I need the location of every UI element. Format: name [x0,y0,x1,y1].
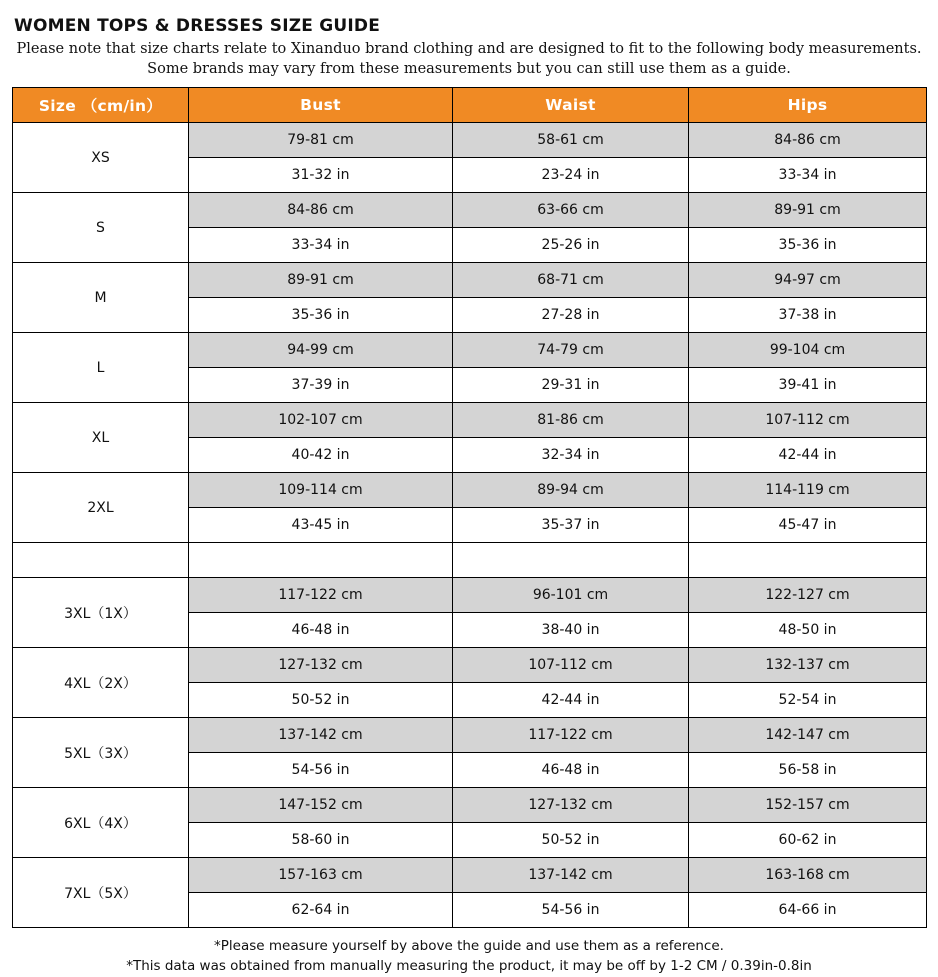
hips-in: 42-44 in [689,438,927,473]
table-row [13,648,927,683]
bust-cm: 127-132 cm [189,648,453,683]
bust-in: 46-48 in [189,613,453,648]
bust-cm: 109-114 cm [189,473,453,508]
size-label: 2XL [13,473,189,543]
table-row [13,718,927,753]
separator-cell [189,543,453,578]
hips-in: 45-47 in [689,508,927,543]
bust-cm: 137-142 cm [189,718,453,753]
waist-cm: 127-132 cm [453,788,689,823]
waist-in: 42-44 in [453,683,689,718]
waist-in: 32-34 in [453,438,689,473]
size-label: S [13,193,189,263]
waist-in: 46-48 in [453,753,689,788]
hips-cm: 114-119 cm [689,473,927,508]
separator-cell [453,543,689,578]
size-label: 6XL（4X） [13,788,189,858]
page-title: WOMEN TOPS & DRESSES SIZE GUIDE [14,16,381,36]
footnote-tolerance: *This data was obtained from manually measuring the product, it may be off by 1-2 CM / 0.39in-0.8in [126,958,812,975]
table-row [13,123,927,158]
size-label: L [13,333,189,403]
waist-in: 23-24 in [453,158,689,193]
table-row [13,403,927,438]
hips-in: 56-58 in [689,753,927,788]
table-row [13,473,927,508]
bust-cm: 94-99 cm [189,333,453,368]
size-label: XL [13,403,189,473]
waist-in: 25-26 in [453,228,689,263]
column-header-bust: Bust [189,88,453,123]
bust-cm: 89-91 cm [189,263,453,298]
table-row [13,788,927,823]
hips-in: 39-41 in [689,368,927,403]
hips-cm: 142-147 cm [689,718,927,753]
waist-cm: 68-71 cm [453,263,689,298]
waist-cm: 81-86 cm [453,403,689,438]
column-header-hips: Hips [689,88,927,123]
size-label: 5XL（3X） [13,718,189,788]
size-label: XS [13,123,189,193]
hips-in: 33-34 in [689,158,927,193]
bust-in: 35-36 in [189,298,453,333]
bust-cm: 147-152 cm [189,788,453,823]
bust-in: 43-45 in [189,508,453,543]
hips-cm: 122-127 cm [689,578,927,613]
waist-in: 29-31 in [453,368,689,403]
hips-cm: 163-168 cm [689,858,927,893]
bust-cm: 79-81 cm [189,123,453,158]
waist-in: 38-40 in [453,613,689,648]
hips-cm: 84-86 cm [689,123,927,158]
footnote-measure: *Please measure yourself by above the guide and use them as a reference. [214,938,724,955]
bust-cm: 117-122 cm [189,578,453,613]
hips-in: 48-50 in [689,613,927,648]
waist-cm: 63-66 cm [453,193,689,228]
waist-in: 27-28 in [453,298,689,333]
bust-in: 54-56 in [189,753,453,788]
hips-cm: 152-157 cm [689,788,927,823]
table-group-separator [13,543,927,578]
waist-in: 54-56 in [453,893,689,928]
waist-in: 50-52 in [453,823,689,858]
size-chart-table [12,87,927,928]
table-row [13,193,927,228]
hips-in: 52-54 in [689,683,927,718]
bust-in: 31-32 in [189,158,453,193]
size-label: M [13,263,189,333]
table-row [13,858,927,893]
column-header-waist: Waist [453,88,689,123]
hips-cm: 94-97 cm [689,263,927,298]
hips-cm: 107-112 cm [689,403,927,438]
hips-in: 37-38 in [689,298,927,333]
hips-cm: 99-104 cm [689,333,927,368]
bust-in: 58-60 in [189,823,453,858]
table-row [13,333,927,368]
waist-cm: 74-79 cm [453,333,689,368]
bust-cm: 157-163 cm [189,858,453,893]
waist-cm: 89-94 cm [453,473,689,508]
hips-in: 35-36 in [689,228,927,263]
bust-in: 37-39 in [189,368,453,403]
waist-cm: 107-112 cm [453,648,689,683]
size-label: 4XL（2X） [13,648,189,718]
bust-in: 33-34 in [189,228,453,263]
bust-cm: 84-86 cm [189,193,453,228]
hips-in: 60-62 in [689,823,927,858]
table-row [13,578,927,613]
bust-in: 50-52 in [189,683,453,718]
size-label: 7XL（5X） [13,858,189,928]
size-label: 3XL（1X） [13,578,189,648]
separator-cell [13,543,189,578]
table-header [13,88,927,123]
table-body [13,123,927,928]
footnotes [12,936,926,977]
hips-cm: 132-137 cm [689,648,927,683]
bust-cm: 102-107 cm [189,403,453,438]
hips-cm: 89-91 cm [689,193,927,228]
separator-cell [689,543,927,578]
waist-cm: 96-101 cm [453,578,689,613]
waist-cm: 117-122 cm [453,718,689,753]
table-row [13,263,927,298]
waist-cm: 137-142 cm [453,858,689,893]
column-header-size: Size （cm/in） [13,88,189,123]
bust-in: 40-42 in [189,438,453,473]
waist-cm: 58-61 cm [453,123,689,158]
table-header-row [13,88,927,123]
intro-text: Please note that size charts relate to Xinanduo brand clothing and are designed to fit to the following body measurements. Some brands may vary from these measurements but you can still use them as a guide. [16,41,922,77]
hips-in: 64-66 in [689,893,927,928]
bust-in: 62-64 in [189,893,453,928]
waist-in: 35-37 in [453,508,689,543]
